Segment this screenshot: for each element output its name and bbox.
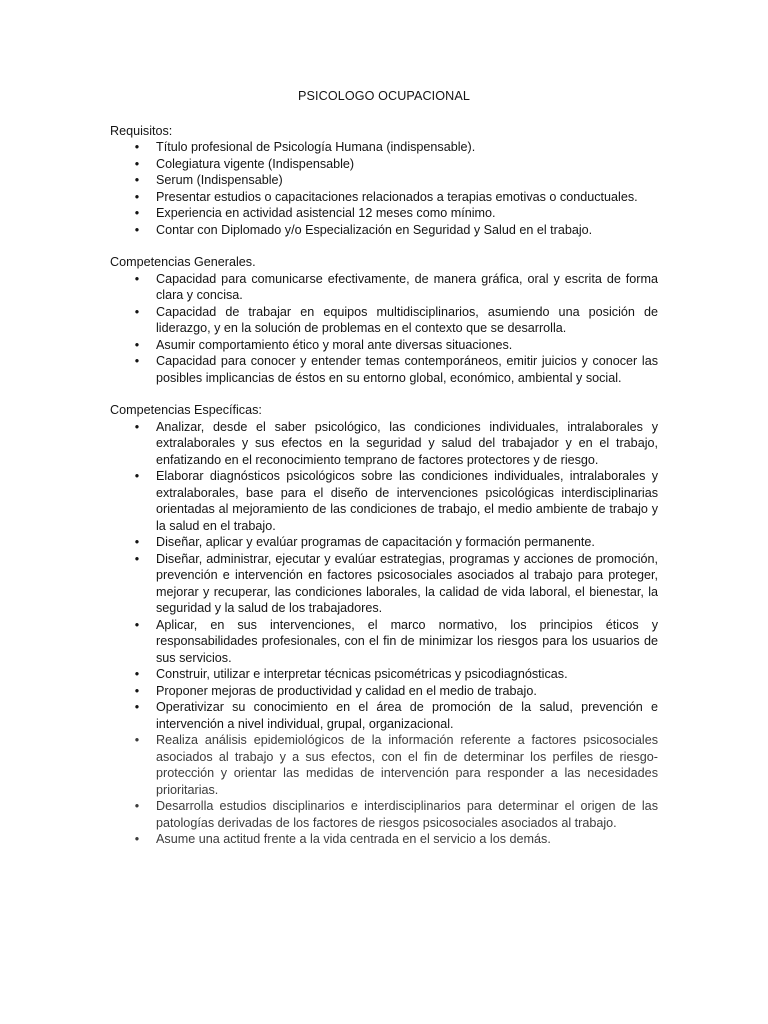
list-item <box>110 798 658 831</box>
list-item <box>110 617 658 667</box>
list-item-text: Realiza análisis epidemiológicos de la información referente a factores psicosociales asociados al trabajo y a sus efectos, con el fin de determinar los perfiles de riesgo-protección y orientar las medidas de intervención para responder a las necesidades prioritarias. <box>156 733 658 797</box>
list-item-text: Diseñar, aplicar y evalúar programas de capacitación y formación permanente. <box>156 535 595 549</box>
bullet-icon: • <box>134 551 140 566</box>
section-0 <box>110 123 658 239</box>
bullet-icon: • <box>134 617 140 632</box>
bullet-list <box>110 271 658 387</box>
list-item <box>110 222 658 239</box>
list-item <box>110 353 658 386</box>
list-item <box>110 468 658 534</box>
section-heading: Competencias Generales. <box>110 255 256 269</box>
list-item-text: Asumir comportamiento ético y moral ante diversas situaciones. <box>156 337 513 352</box>
list-item <box>110 551 658 617</box>
bullet-icon: • <box>134 799 140 813</box>
bullet-icon: • <box>134 419 140 434</box>
list-item-text: Elaborar diagnósticos psicológicos sobre las condiciones individuales, intralaborales y extralaborales, base para el diseño de intervenciones psicológicas interdisciplinarias orientadas al mejoramiento de las condiciones de trabajo, el medio ambiente de trabajo y la salud en el trabajo. <box>156 469 658 533</box>
bullet-icon: • <box>134 354 140 368</box>
list-item-text: Título profesional de Psicología Humana (indispensable). <box>156 140 476 154</box>
list-item-text: Desarrolla estudios disciplinarios e interdisciplinarios para determinar el origen de las patologías derivadas de los factores de riesgos psicosociales asociados al trabajo. <box>156 799 658 830</box>
bullet-icon: • <box>134 667 140 681</box>
list-item <box>110 337 658 354</box>
bullet-icon: • <box>134 222 140 237</box>
list-item <box>110 534 658 551</box>
bullet-icon: • <box>134 683 140 698</box>
bullet-icon: • <box>134 337 140 352</box>
list-item <box>110 699 658 732</box>
bullet-icon: • <box>134 140 140 154</box>
list-item <box>110 831 658 848</box>
document-title: PSICOLOGO OCUPACIONAL <box>298 89 470 103</box>
bullet-icon: • <box>134 469 140 483</box>
section-1 <box>110 254 658 386</box>
bullet-icon: • <box>134 173 140 187</box>
document-body <box>110 123 658 848</box>
list-item-text: Experiencia en actividad asistencial 12 meses como mínimo. <box>156 206 496 220</box>
bullet-list <box>110 419 658 848</box>
list-item-text: Capacidad para conocer y entender temas contemporáneos, emitir juicios y conocer las posibles implicancias de éstos en su entorno global, económico, ambiental y social. <box>156 354 658 385</box>
list-item-text: Presentar estudios o capacitaciones relacionados a terapias emotivas o conductuales. <box>156 189 638 204</box>
section-2 <box>110 402 658 848</box>
list-item-text: Diseñar, administrar, ejecutar y evalúar estrategias, programas y acciones de promoción, prevención e intervención en factores psicosociales asociados al trabajo para proteger, mejorar y recuperar, las condiciones laborales, la calidad de vida laboral, el bienestar, la seguridad y la salud de los trabajadores. <box>156 551 658 615</box>
list-item-text: Capacidad de trabajar en equipos multidisciplinarios, asumiendo una posición de liderazgo, y en la solución de problemas en el contexto que se desarrolla. <box>156 304 658 335</box>
list-item <box>110 156 658 173</box>
bullet-icon: • <box>134 700 140 714</box>
bullet-icon: • <box>134 206 140 220</box>
bullet-icon: • <box>134 189 140 204</box>
list-item-text: Construir, utilizar e interpretar técnicas psicométricas y psicodiagnósticas. <box>156 667 568 681</box>
bullet-list <box>110 139 658 238</box>
bullet-icon: • <box>134 156 140 171</box>
list-item-text: Proponer mejoras de productividad y calidad en el medio de trabajo. <box>156 683 537 698</box>
bullet-icon: • <box>134 733 140 747</box>
list-item <box>110 666 658 683</box>
list-item-text: Contar con Diplomado y/o Especialización en Seguridad y Salud en el trabajo. <box>156 222 593 237</box>
list-item <box>110 172 658 189</box>
list-item <box>110 271 658 304</box>
bullet-icon: • <box>134 271 140 286</box>
section-heading: Requisitos: <box>110 123 173 138</box>
list-item <box>110 419 658 469</box>
list-item-text: Capacidad para comunicarse efectivamente, de manera gráfica, oral y escrita de forma clara y concisa. <box>156 271 658 302</box>
list-item-text: Operativizar su conocimiento en el área de promoción de la salud, prevención e intervención a nivel individual, grupal, organizacional. <box>156 700 658 731</box>
bullet-icon: • <box>134 304 140 319</box>
list-item <box>110 732 658 798</box>
list-item-text: Serum (Indispensable) <box>156 173 283 187</box>
list-item-text: Colegiatura vigente (Indispensable) <box>156 156 355 171</box>
section-heading: Competencias Específicas: <box>110 403 262 417</box>
bullet-icon: • <box>134 535 140 549</box>
list-item-text: Aplicar, en sus intervenciones, el marco normativo, los principios éticos y responsabilidades profesionales, con el fin de minimizar los riesgos para los usuarios de sus servicios. <box>156 617 658 665</box>
list-item <box>110 205 658 222</box>
list-item <box>110 139 658 156</box>
bullet-icon: • <box>134 832 140 846</box>
list-item-text: Analizar, desde el saber psicológico, las condiciones individuales, intralaborales y extralaborales y sus efectos en la seguridad y salud del trabajador y en el trabajo, enfatizando en el reconocimiento temprano de factores protectores y de riesgo. <box>156 419 658 467</box>
list-item-text: Asume una actitud frente a la vida centrada en el servicio a los demás. <box>156 832 551 846</box>
list-item <box>110 189 658 206</box>
list-item <box>110 304 658 337</box>
list-item <box>110 683 658 700</box>
